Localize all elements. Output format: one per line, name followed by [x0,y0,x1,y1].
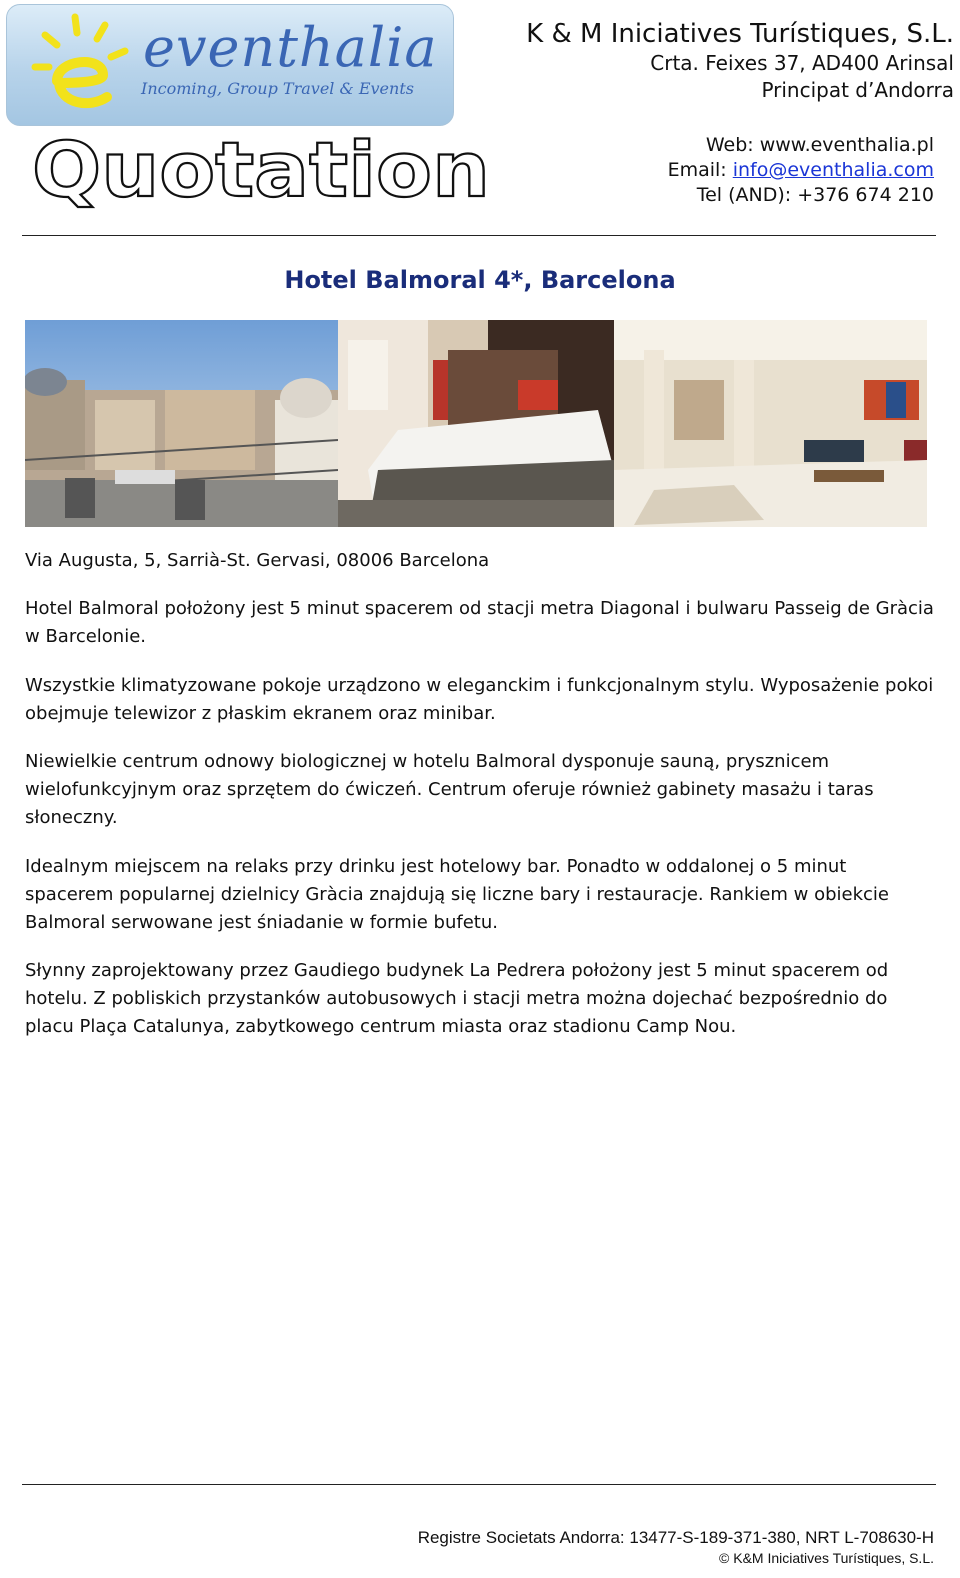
logo-wordmark: eventhalia [143,16,438,79]
web-value: www.eventhalia.pl [759,134,934,156]
email-label: Email: [667,159,733,181]
paragraph-rooms: Wszystkie klimatyzowane pokoje urządzono w eleganckim i funkcjonalnym stylu. Wyposażenie pokoi obejmuje telewizor z płaskim ekranem oraz minibar. [25,675,934,724]
paragraph-bar: Idealnym miejscem na relaks przy drinku jest hotelowy bar. Ponadto w oddalonej o 5 minut spacerem popularnej dzielnicy Gràcia znajdują się liczne bary i restauracje. Rankiem w obiekcie Balmoral serwowane jest śniadanie w formie bufetu. [25,856,889,933]
paragraph-attractions: Słynny zaprojektowany przez Gaudiego budynek La Pedrera położony jest 5 minut spacerem od hotelu. Z pobliskich przystanków autobusowych i stacji metra można dojechać bezpośrednio do placu Plaça Catalunya, zabytkowego centrum miasta oraz stadionu Camp Nou. [25,960,889,1037]
paragraph-spa: Niewielkie centrum odnowy biologicznej w hotelu Balmoral dysponuje sauną, prysznicem wielofunkcyjnym oraz sprzętem do ćwiczeń. Centrum oferuje również gabinety masażu i taras słoneczny. [25,751,874,828]
quotation-heading [30,132,500,212]
company-address-line2: Principat d’Andorra [761,78,954,102]
hotel-address: Via Augusta, 5, Sarrià-St. Gervasi, 08006 Barcelona [25,550,490,571]
photo-terrace [25,320,338,527]
header-divider [22,235,936,236]
web-label: Web: [705,134,760,156]
sun-e-logo-icon [27,11,137,121]
footer-divider [22,1484,936,1485]
logo-tagline: Incoming, Group Travel & Events [141,79,414,98]
contact-block [668,133,934,208]
company-address-line1: Crta. Feixes 37, AD400 Arinsal [650,51,954,75]
quotation-heading-text: Quotation [32,132,490,212]
footer-registry: Registre Societats Andorra: 13477-S-189-371-380, NRT L-708630-H [417,1528,934,1547]
photo-lobby [614,320,927,527]
email-line [668,158,934,183]
company-name: K & M Iniciatives Turístiques, S.L. [526,19,954,49]
paragraph-location: Hotel Balmoral położony jest 5 minut spacerem od stacji metra Diagonal i bulwaru Passeig de Gràcia w Barcelonie. [25,598,934,647]
photo-bedroom [338,320,614,527]
company-block [526,18,954,104]
web-line [668,133,934,158]
footer-copyright: © K&M Iniciatives Turístiques, S.L. [719,1550,934,1566]
eventhalia-logo [6,4,454,126]
tel-line: Tel (AND): +376 674 210 [696,184,934,206]
hotel-title: Hotel Balmoral 4*, Barcelona [284,266,676,294]
email-link[interactable]: info@eventhalia.com [732,159,934,181]
